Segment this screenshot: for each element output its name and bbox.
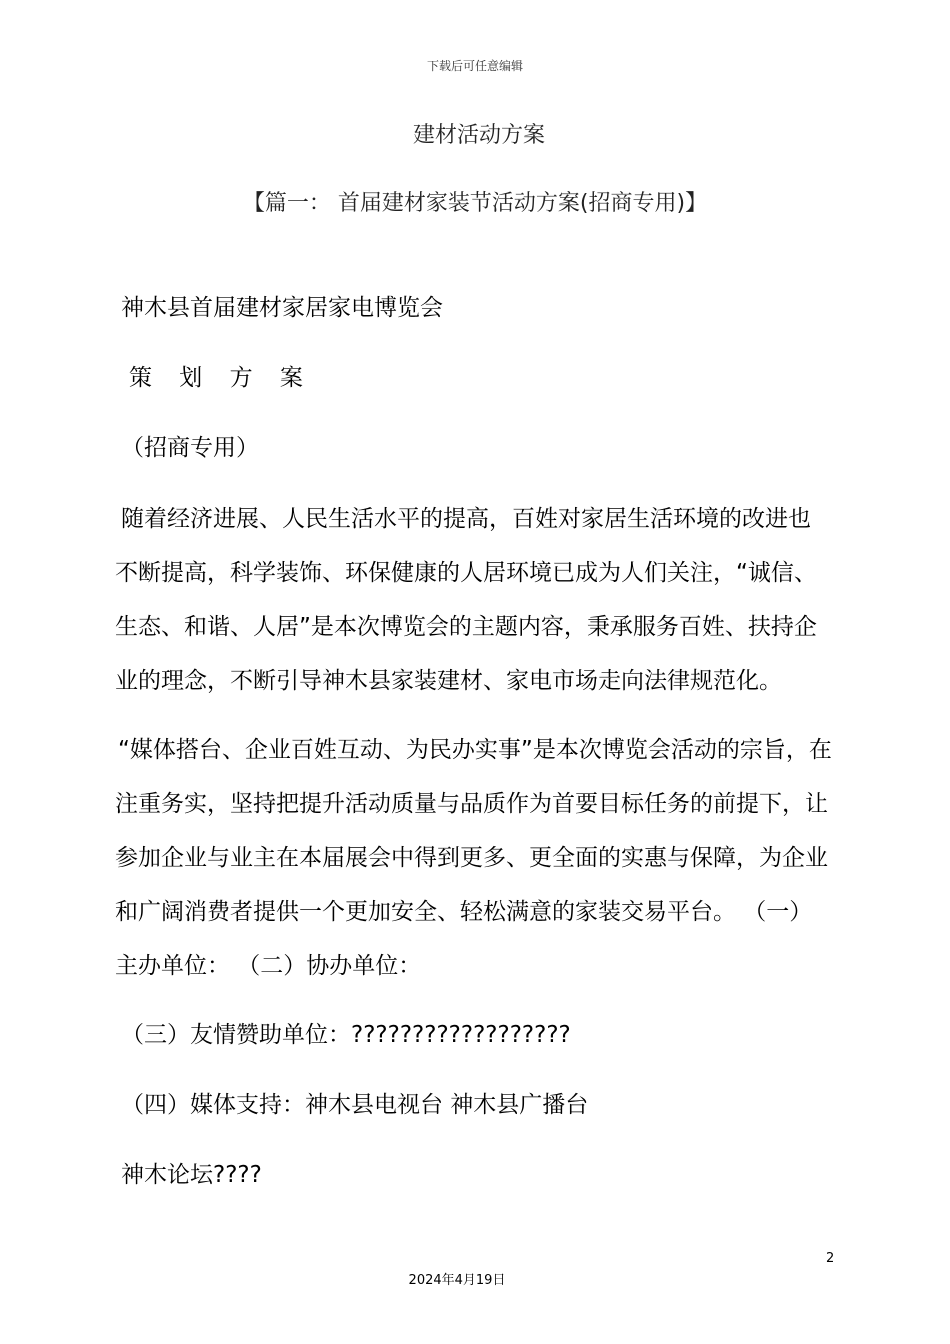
document-subtitle: 【篇一： 首届建材家装节活动方案(招商专用)】: [242, 191, 708, 216]
paragraph-line: 注重务实，坚持把提升活动质量与品质作为首要目标任务的前提下，让: [115, 791, 828, 817]
plan-note: （招商专用）: [121, 435, 259, 461]
paragraph-line: 随着经济进展、人民生活水平的提高，百姓对家居生活环境的改进也: [121, 506, 811, 532]
paragraph-line: 生态、和谐、人居”是本次博览会的主题内容，秉承服务百姓、扶持企: [115, 614, 817, 640]
footer-date: 2024年4月19日: [408, 1273, 506, 1288]
paragraph-line: 业的理念，不断引导神木县家装建材、家电市场走向法律规范化。: [115, 668, 782, 694]
paragraph-line: 主办单位： （二）协办单位：: [115, 953, 422, 979]
sponsor-item: （三）友情赞助单位：??????????????????: [121, 1022, 571, 1048]
paragraph-line: 不断提高，科学装饰、环保健康的人居环境已成为人们关注，“诚信、: [115, 560, 817, 586]
header-note: 下载后可任意编辑: [426, 59, 523, 73]
media-support-item: （四）媒体支持：神木县电视台 神木县广播台: [121, 1092, 589, 1118]
page-number: 2: [826, 1251, 835, 1266]
expo-name: 神木县首届建材家居家电博览会: [121, 295, 443, 321]
forum-item: 神木论坛????: [121, 1162, 262, 1188]
plan-label: 策 划 方 案: [129, 365, 313, 391]
paragraph-line: 参加企业与业主在本届展会中得到更多、更全面的实惠与保障，为企业: [115, 845, 828, 871]
document-title: 建材活动方案: [412, 123, 545, 148]
paragraph-line: “媒体搭台、企业百姓互动、为民办实事”是本次博览会活动的宗旨，在: [118, 737, 832, 763]
paragraph-line: 和广阔消费者提供一个更加安全、轻松满意的家装交易平台。 （一）: [115, 899, 813, 925]
